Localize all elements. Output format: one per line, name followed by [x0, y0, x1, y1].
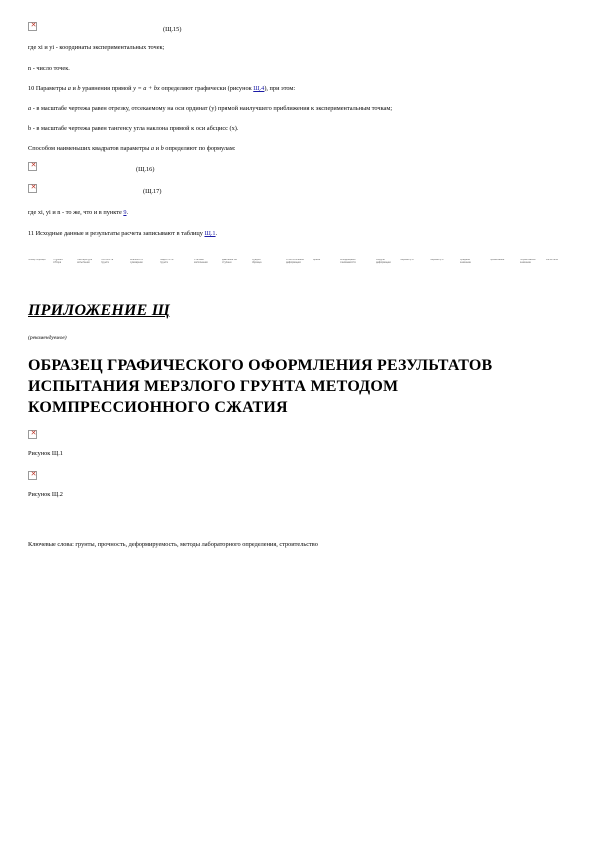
paragraph-10	[28, 85, 295, 93]
appendix-subtitle: (рекомендуемое)	[28, 335, 67, 341]
paragraph-11	[28, 230, 217, 238]
line-equation: y = a + bx	[133, 85, 160, 92]
text-segment: .	[126, 209, 129, 216]
text-segment: где xi, yi и n - то же, что и в пункте	[28, 209, 124, 216]
least-squares-text	[28, 145, 236, 153]
table-header-cell: Параметр b	[430, 259, 444, 261]
text-segment: Способом наименьших квадратов параметры	[28, 145, 151, 152]
results-table-header	[28, 259, 568, 279]
text-segment: уравнения прямой	[80, 85, 134, 92]
formula-number: (Щ.16)	[136, 166, 155, 173]
where-coords-text: где xi и yi - координаты экспериментальных точек;	[28, 44, 165, 51]
broken-image-icon	[28, 430, 37, 439]
variable-a: a	[28, 105, 32, 112]
broken-image-icon	[28, 471, 37, 480]
table-header-cell: Нормативное значение	[520, 259, 536, 264]
table-header-cell: Номер образца	[28, 259, 46, 261]
text-segment: и	[70, 85, 78, 92]
broken-image-icon	[28, 184, 37, 193]
text-segment: 11 Исходные данные и результаты расчета записывают в таблицу	[28, 230, 205, 237]
text-segment: 10 Параметры	[28, 85, 68, 92]
table-header-cell: Льдистость грунта	[160, 259, 174, 264]
table-header-cell: Степень заполнения	[194, 259, 208, 264]
table-header-cell: Параметр a	[400, 259, 414, 261]
table-header-cell: Температура испытания	[77, 259, 93, 264]
text-segment: и	[154, 145, 161, 152]
table-link[interactable]: Щ.1	[204, 230, 216, 237]
table-header-cell: Модуль деформации	[376, 259, 391, 264]
table-header-cell: Время	[313, 259, 321, 261]
formula-number: (Щ.15)	[163, 26, 182, 33]
table-header-cell: Относительная деформация	[286, 259, 304, 264]
same-as-text	[28, 209, 128, 217]
text-segment: .	[215, 230, 218, 237]
b-definition: b - в масштабе чертежа равен тангенсу угла наклона прямой к оси абсцисс (x).	[28, 125, 239, 132]
table-header-cell: Глубина отбора	[53, 259, 63, 264]
keywords-text: Ключевые слова: грунты, прочность, деформируемость, методы лабораторного определения, строительство	[28, 541, 318, 548]
figure-link[interactable]: Щ.4	[253, 85, 265, 92]
broken-image-icon	[28, 162, 37, 171]
table-header-cell: Примечание	[490, 259, 505, 261]
appendix-heading: ОБРАЗЕЦ ГРАФИЧЕСКОГО ОФОРМЛЕНИЯ РЕЗУЛЬТАТОВ ИСПЫТАНИЯ МЕРЗЛОГО ГРУНТА МЕТОДОМ КОМПРЕССИОННОГО СЖАТИЯ	[28, 357, 493, 416]
table-header-cell: Расчетное	[546, 259, 558, 261]
text-segment: ), при этом:	[264, 85, 296, 92]
variable-b: b	[77, 85, 81, 92]
text-segment: - в масштабе чертежа равен отрезку, отсекаемому на оси ординат (y) прямой наилучшего приближения к экспериментальным точкам;	[31, 105, 393, 112]
table-header-cell: Давление на ступени	[222, 259, 237, 264]
variable-a: a	[67, 85, 71, 92]
item-link[interactable]: 9	[123, 209, 127, 216]
table-header-cell: Влажность суммарная	[130, 259, 143, 264]
appendix-title: ПРИЛОЖЕНИЕ Щ	[28, 302, 170, 319]
table-header-cell: Осадка образца	[252, 259, 262, 264]
text-segment: определяют по формулам:	[163, 145, 236, 152]
text-segment: определяют графически (рисунок	[159, 85, 254, 92]
table-header-cell: Плотность грунта	[101, 259, 114, 264]
a-definition	[28, 105, 392, 113]
variable-a: a	[150, 145, 155, 152]
variable-b: b	[160, 145, 164, 152]
table-header-cell: Среднее значение	[460, 259, 471, 264]
figure-caption: Рисунок Щ.2	[28, 491, 63, 498]
table-header-cell: Коэффициент сжимаемости	[340, 259, 357, 264]
broken-image-icon	[28, 22, 37, 31]
formula-number: (Щ.17)	[143, 188, 162, 195]
figure-caption: Рисунок Щ.1	[28, 450, 63, 457]
n-points-text: n - число точек.	[28, 65, 70, 72]
